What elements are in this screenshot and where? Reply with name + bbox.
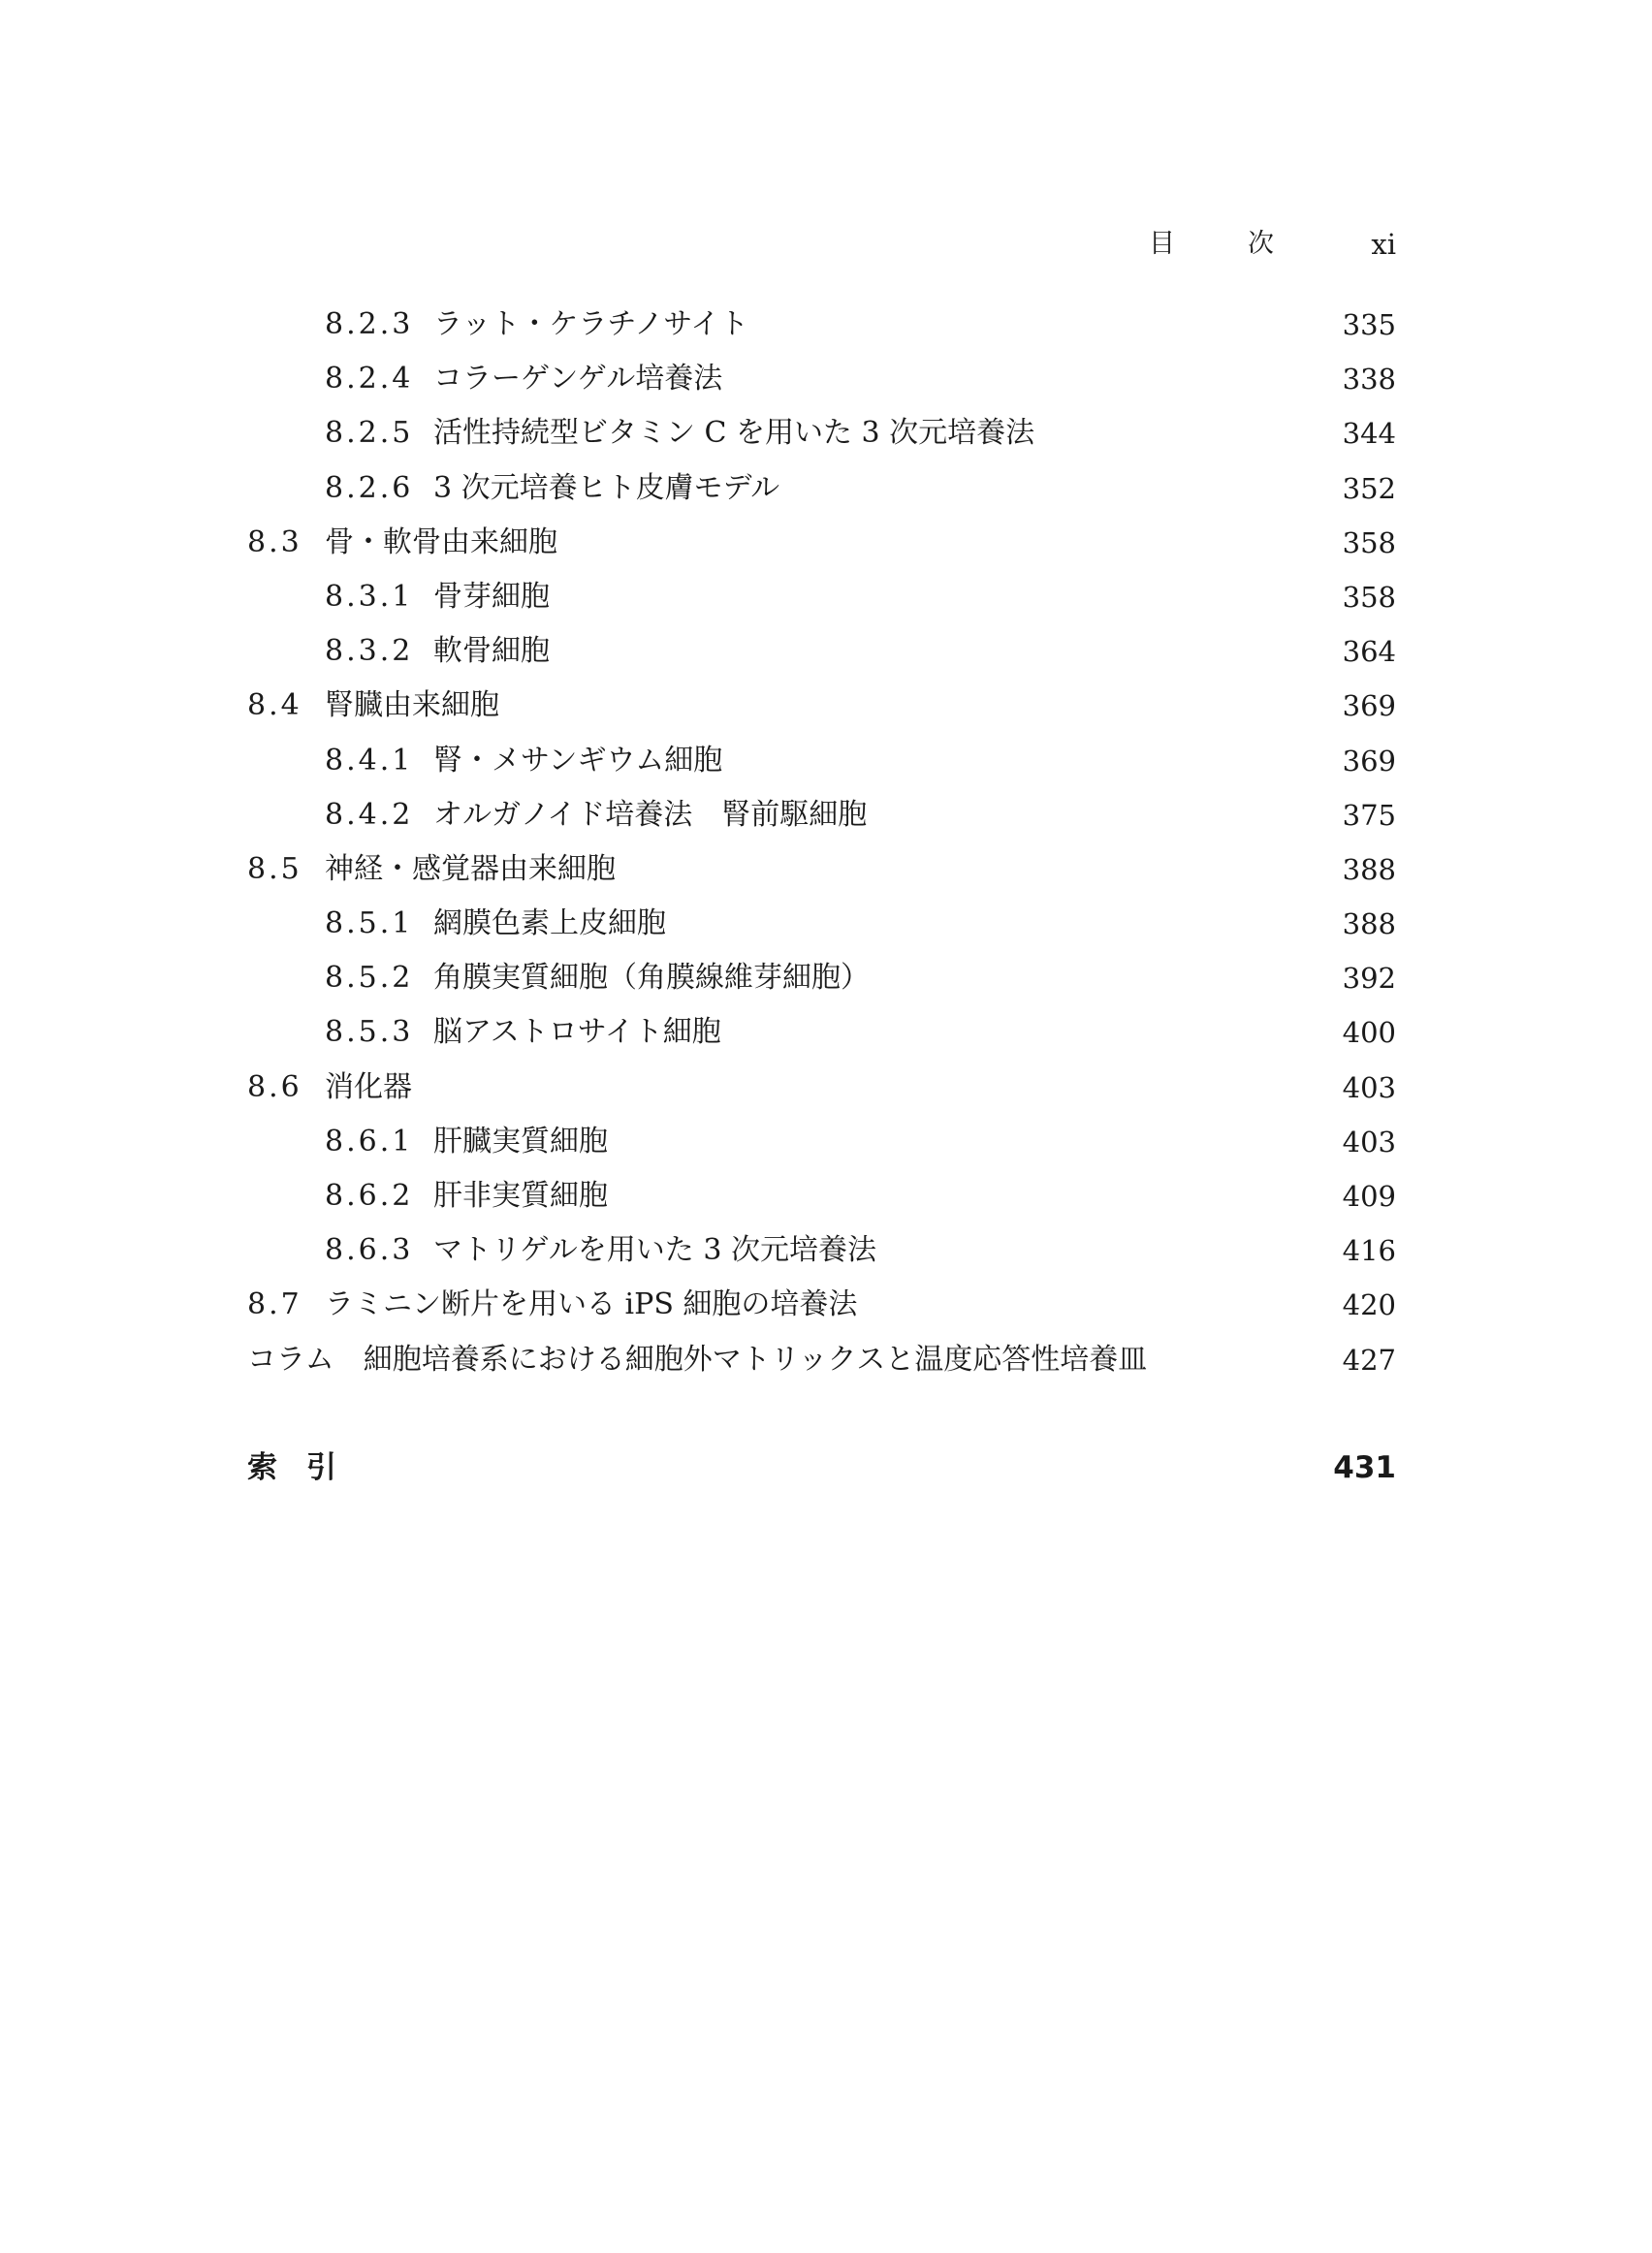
toc-entry-title: オルガノイド培養法 腎前駆細胞 xyxy=(433,797,868,832)
toc-entry-page: 403 xyxy=(1342,1070,1396,1104)
toc-entry-page: 338 xyxy=(1342,363,1396,397)
toc-entry-number: 8.5.1 xyxy=(325,906,414,941)
toc-entry[interactable] xyxy=(0,897,1652,951)
toc-entry-title: ラミニン断片を用いる iPS 細胞の培養法 xyxy=(325,1287,858,1322)
toc-entry-title: 神経・感覚器由来細胞 xyxy=(325,851,616,886)
toc-entry-number: 8.6.2 xyxy=(325,1179,414,1213)
toc-entry-title: 骨・軟骨由来細胞 xyxy=(325,524,557,559)
toc-entry-page: 420 xyxy=(1342,1288,1396,1322)
toc-entry-number: 8.3 xyxy=(247,524,302,559)
toc-entry[interactable] xyxy=(0,570,1652,624)
toc-entry-title: 消化器 xyxy=(325,1069,412,1104)
toc-section-entry[interactable] xyxy=(0,1061,1652,1115)
table-of-contents xyxy=(0,298,1652,1387)
toc-entry-number: 8.2.3 xyxy=(325,307,414,341)
toc-entry-page: 364 xyxy=(1342,635,1396,669)
toc-entry-title: 骨芽細胞 xyxy=(433,579,550,614)
toc-entry[interactable] xyxy=(0,1115,1652,1169)
toc-entry[interactable] xyxy=(0,1005,1652,1060)
toc-entry-title: 軟骨細胞 xyxy=(433,634,550,669)
toc-entry-number: 8.6.1 xyxy=(325,1124,414,1158)
toc-entry-title: マトリゲルを用いた 3 次元培養法 xyxy=(433,1233,876,1268)
toc-entry-title: 肝臓実質細胞 xyxy=(433,1124,608,1158)
index-title: 索引 xyxy=(247,1450,365,1485)
toc-entry-title: コラーゲンゲル培養法 xyxy=(433,362,723,397)
toc-entry-title: ラット・ケラチノサイト xyxy=(433,307,749,341)
toc-entry-title: 3 次元培養ヒト皮膚モデル xyxy=(433,470,780,505)
toc-entry[interactable] xyxy=(0,352,1652,406)
toc-entry-page: 375 xyxy=(1342,798,1396,832)
toc-entry-number: 8.6 xyxy=(247,1069,302,1104)
index-page: 431 xyxy=(1333,1450,1396,1485)
toc-entry[interactable] xyxy=(0,406,1652,460)
toc-entry-title: 肝非実質細胞 xyxy=(433,1179,608,1213)
toc-column-title: コラム 細胞培養系における細胞外マトリックスと温度応答性培養皿 xyxy=(247,1342,1148,1377)
toc-entry[interactable] xyxy=(0,298,1652,352)
toc-entry-number: 8.4.2 xyxy=(325,797,414,832)
toc-entry-number: 8.5.3 xyxy=(325,1015,414,1050)
running-head-title-part1: 目 xyxy=(1149,229,1175,259)
toc-entry-title: 活性持続型ビタミン C を用いた 3 次元培養法 xyxy=(433,416,1035,451)
toc-entry-number: 8.5 xyxy=(247,851,302,886)
toc-section-entry[interactable] xyxy=(0,516,1652,570)
toc-entry-number: 8.7 xyxy=(247,1287,302,1322)
toc-entry-title: 腎臓由来細胞 xyxy=(325,688,499,723)
toc-entry-number: 8.2.5 xyxy=(325,416,414,451)
running-head-page-number: xi xyxy=(1371,228,1396,261)
toc-entry[interactable] xyxy=(0,1223,1652,1278)
toc-entry-title: 脳アストロサイト細胞 xyxy=(433,1015,721,1050)
toc-entry-title: 腎・メサンギウム細胞 xyxy=(433,743,723,777)
toc-section-entry[interactable] xyxy=(0,679,1652,733)
toc-entry-page: 388 xyxy=(1342,907,1396,941)
toc-entry-number: 8.4.1 xyxy=(325,743,414,777)
toc-entry-title: 角膜実質細胞（角膜線維芽細胞） xyxy=(433,961,870,996)
toc-entry-page: 358 xyxy=(1342,580,1396,614)
toc-entry-number: 8.6.3 xyxy=(325,1233,414,1268)
toc-column-page: 427 xyxy=(1342,1343,1396,1377)
toc-entry[interactable] xyxy=(0,461,1652,516)
toc-entry-number: 8.3.2 xyxy=(325,634,414,669)
toc-entry[interactable] xyxy=(0,1169,1652,1223)
toc-entry-page: 388 xyxy=(1342,852,1396,886)
running-head xyxy=(1149,225,1396,264)
toc-entry-page: 416 xyxy=(1342,1234,1396,1268)
toc-entry-page: 400 xyxy=(1342,1016,1396,1050)
toc-column-entry[interactable] xyxy=(0,1333,1652,1387)
toc-entry-page: 358 xyxy=(1342,525,1396,559)
toc-entry-number: 8.2.4 xyxy=(325,362,414,397)
toc-entry-page: 403 xyxy=(1342,1125,1396,1158)
toc-entry-page: 369 xyxy=(1342,744,1396,777)
toc-entry[interactable] xyxy=(0,788,1652,842)
toc-entry-page: 409 xyxy=(1342,1180,1396,1213)
toc-entry-page: 352 xyxy=(1342,471,1396,505)
toc-entry-page: 335 xyxy=(1342,308,1396,341)
toc-entry-page: 392 xyxy=(1342,962,1396,996)
toc-section-entry[interactable] xyxy=(0,1278,1652,1332)
toc-entry-number: 8.5.2 xyxy=(325,961,414,996)
toc-entry[interactable] xyxy=(0,951,1652,1005)
toc-entry-number: 8.2.6 xyxy=(325,470,414,505)
running-head-title-part2: 次 xyxy=(1248,229,1274,259)
toc-entry-number: 8.4 xyxy=(247,688,302,723)
toc-entry-page: 344 xyxy=(1342,417,1396,451)
toc-entry[interactable] xyxy=(0,734,1652,788)
toc-entry[interactable] xyxy=(0,624,1652,679)
toc-entry-page: 369 xyxy=(1342,689,1396,723)
toc-index-entry[interactable] xyxy=(0,1441,1652,1495)
toc-section-entry[interactable] xyxy=(0,842,1652,897)
toc-entry-number: 8.3.1 xyxy=(325,579,414,614)
toc-entry-title: 網膜色素上皮細胞 xyxy=(433,906,666,941)
